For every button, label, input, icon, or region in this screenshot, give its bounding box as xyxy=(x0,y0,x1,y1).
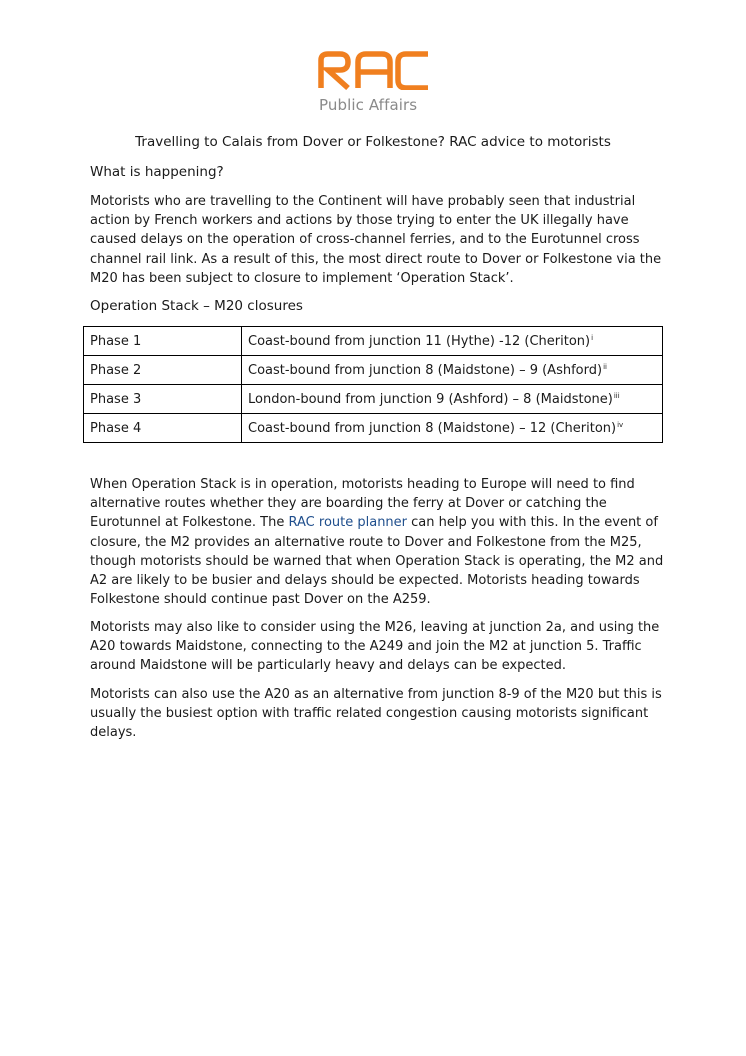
phase-cell: Phase 2 xyxy=(84,356,242,385)
m26-paragraph: Motorists may also like to consider using the M26, leaving at junction 2a, and using the A20 towards Maidstone, connecting to the A249 and join the M2 at junction 5. Traffic around Maidstone will be particularly heavy and delays can be expected. xyxy=(90,620,660,674)
paragraph-text: When Operation Stack is in operation, motorists heading to Europe will need to find alternative routes whether they are boarding the ferry at Dover or catching the Eurotunnel at Folkestone. The xyxy=(90,477,635,531)
table-row xyxy=(84,356,663,385)
rac-logo xyxy=(318,50,433,90)
logo-subtitle: Public Affairs xyxy=(319,96,418,114)
rac-route-planner-link[interactable]: RAC route planner xyxy=(288,515,408,531)
table-row xyxy=(84,327,663,356)
description-text: Coast-bound from junction 8 (Maidstone) – 9 (Ashford) xyxy=(248,362,603,378)
section-heading-what-is-happening: What is happening? xyxy=(90,164,224,180)
description-cell xyxy=(242,327,663,356)
footnote-marker: iii xyxy=(613,391,620,400)
description-cell xyxy=(242,356,663,385)
table-row xyxy=(84,414,663,443)
phase-cell: Phase 4 xyxy=(84,414,242,443)
description-cell xyxy=(242,385,663,414)
description-text: Coast-bound from junction 11 (Hythe) -12 (Cheriton) xyxy=(248,333,591,349)
alternative-routes-paragraph xyxy=(90,475,664,609)
phase-cell: Phase 3 xyxy=(84,385,242,414)
rac-logo-mark xyxy=(318,50,430,90)
footnote-marker: iv xyxy=(617,420,624,429)
a20-paragraph: Motorists can also use the A20 as an alternative from junction 8-9 of the M20 but this is usually the busiest option with traffic related congestion causing motorists significant delays. xyxy=(90,687,662,741)
document-title: Travelling to Calais from Dover or Folkestone? RAC advice to motorists xyxy=(135,134,611,150)
section-heading-operation-stack: Operation Stack – M20 closures xyxy=(90,298,303,314)
footnote-marker: i xyxy=(591,333,594,342)
table-row xyxy=(84,385,663,414)
description-text: Coast-bound from junction 8 (Maidstone) – 12 (Cheriton) xyxy=(248,420,617,436)
intro-paragraph: Motorists who are travelling to the Continent will have probably seen that industrial action by French workers and actions by those trying to enter the UK illegally have caused delays on the operation of cross-channel ferries, and to the Eurotunnel cross channel rail link. As a result of this, the most direct route to Dover or Folkestone via the M20 has been subject to closure to implement ‘Operation Stack’. xyxy=(90,194,662,286)
paragraph-text: can help you with this. In the event of closure, the M2 provides an alternative route to Dover and Folkestone from the M25, though motorists should be warned that when Operation Stack is operating, the M2 and A2 are likely to be busier and delays should be expected. Motorists heading towards Folkestone should continue past Dover on the A259. xyxy=(90,515,664,608)
closures-table xyxy=(83,326,663,443)
description-cell xyxy=(242,414,663,443)
footnote-marker: ii xyxy=(603,362,607,371)
description-text: London-bound from junction 9 (Ashford) – 8 (Maidstone) xyxy=(248,391,613,407)
phase-cell: Phase 1 xyxy=(84,327,242,356)
